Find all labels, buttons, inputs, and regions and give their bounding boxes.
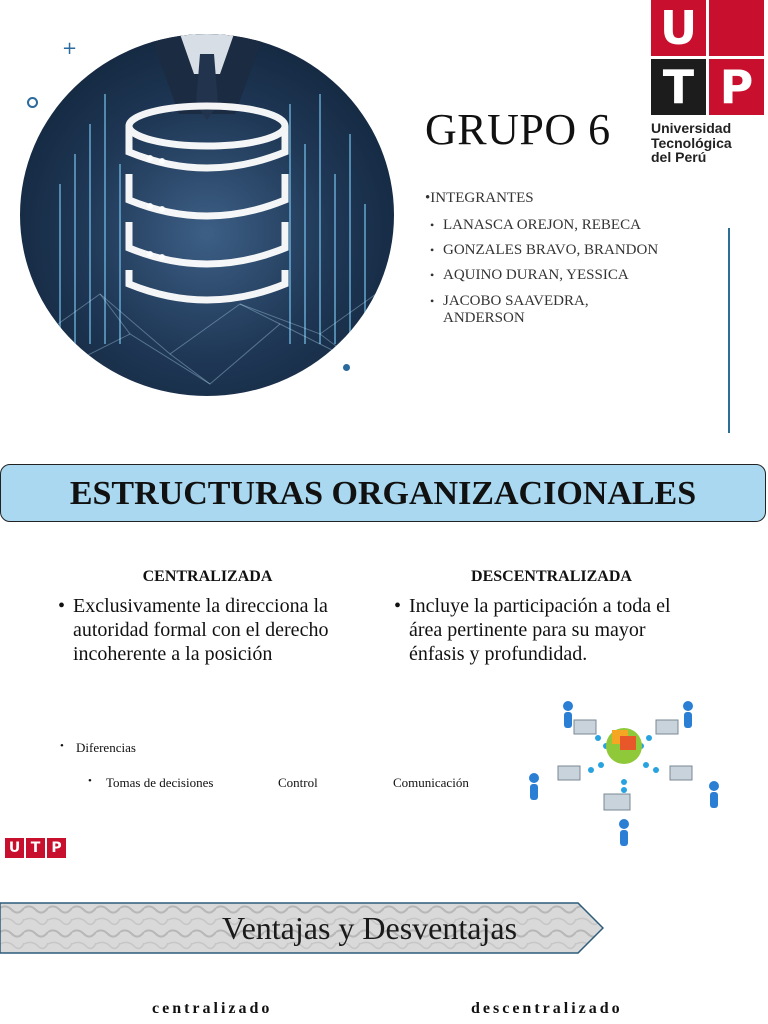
member-item bbox=[430, 242, 693, 259]
member-item bbox=[430, 293, 618, 327]
column-heading-descentralizada: DESCENTRALIZADA bbox=[471, 568, 632, 585]
page-title: GRUPO 6 bbox=[425, 105, 611, 154]
ring-decoration-icon bbox=[27, 97, 38, 108]
diferencias-label: Diferencias bbox=[76, 740, 136, 755]
column-text: Incluye la participación a toda el área pertinente para su mayor énfasis y profundidad. bbox=[409, 595, 671, 665]
logo-block bbox=[709, 0, 764, 56]
utp-logo bbox=[651, 0, 768, 168]
members-heading: •INTEGRANTES bbox=[425, 190, 534, 206]
member-name: JACOBO SAAVEDRA, ANDERSON bbox=[443, 293, 589, 326]
column-text-descentralizada bbox=[394, 594, 694, 666]
vertical-divider bbox=[728, 228, 730, 433]
logo-letter-u: U bbox=[651, 0, 706, 56]
bullet: • bbox=[430, 243, 435, 257]
label-centralizado: centralizado bbox=[152, 1000, 273, 1017]
database-hero-image bbox=[20, 34, 394, 396]
member-item bbox=[430, 267, 693, 284]
bullet: • bbox=[88, 775, 92, 787]
database-icon bbox=[20, 34, 394, 396]
diferencia-item: Control bbox=[278, 775, 318, 790]
logo-line-2: Tecnológica bbox=[651, 134, 732, 151]
member-name: GONZALES BRAVO, BRANDON bbox=[443, 242, 659, 258]
bullet: • bbox=[430, 218, 435, 232]
dot-decoration-icon bbox=[343, 364, 350, 371]
column-text: Exclusivamente la direcciona la autoridad formal con el derecho incoherente a la posición bbox=[73, 595, 329, 665]
logo-letter-u: U bbox=[5, 838, 24, 858]
network-people-icon bbox=[506, 690, 742, 852]
bullet: • bbox=[58, 595, 66, 617]
bullet: • bbox=[394, 595, 402, 617]
bullet: • bbox=[430, 294, 435, 308]
label-descentralizado: descentralizado bbox=[471, 1000, 623, 1017]
section-title: Ventajas y Desventajas bbox=[222, 910, 518, 946]
logo-letter-t: T bbox=[26, 838, 45, 858]
diferencia-item: Tomas de decisiones bbox=[106, 775, 214, 790]
plus-decoration-icon: + bbox=[62, 38, 78, 59]
column-heading-centralizada: CENTRALIZADA bbox=[142, 568, 273, 585]
logo-line-3: del Perú bbox=[651, 149, 707, 165]
diferencia-item: Comunicación bbox=[393, 775, 469, 790]
section-banner: ESTRUCTURAS ORGANIZACIONALES bbox=[0, 464, 766, 522]
member-name: AQUINO DURAN, YESSICA bbox=[443, 267, 629, 283]
logo-line-1: Universidad bbox=[651, 120, 732, 136]
logo-letter-t: T bbox=[651, 59, 706, 115]
logo-university-name bbox=[651, 121, 732, 165]
column-text-centralizada bbox=[58, 594, 368, 666]
logo-letter-p: P bbox=[47, 838, 66, 858]
bullet: • bbox=[60, 740, 64, 752]
utp-small-logo bbox=[5, 838, 67, 858]
bullet: • bbox=[430, 268, 435, 282]
member-item bbox=[430, 217, 693, 234]
member-name: LANASCA OREJON, REBECA bbox=[443, 217, 641, 233]
logo-letter-p: P bbox=[709, 59, 764, 115]
